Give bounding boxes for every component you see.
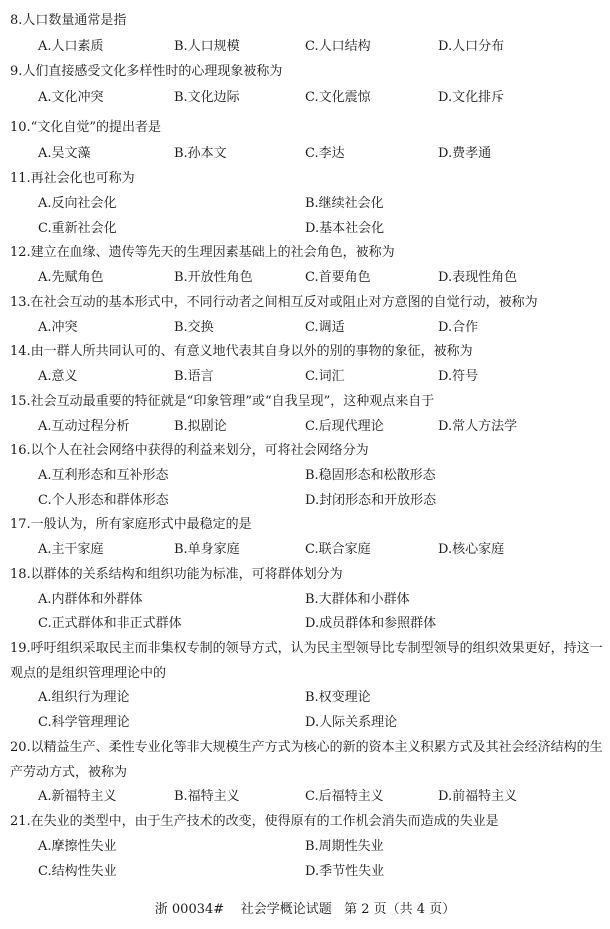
question-21: 21.在失业的类型中，由于生产技术的改变，使得原有的工作机会消失而造成的失业是 xyxy=(10,814,499,829)
question-20: 20.以精益生产、柔性专业化等非大规模生产方式为核心的新的资本主义积累方式及其社会经济结构的生产劳动方式，被称为 xyxy=(10,740,603,780)
option-b: B.周期性失业 xyxy=(305,839,384,854)
option-c: C.调适 xyxy=(305,320,345,335)
option-d: D.核心家庭 xyxy=(438,542,505,557)
question-10: 10.“文化自觉”的提出者是 xyxy=(10,120,161,135)
option-b: B.交换 xyxy=(174,320,214,335)
question-18: 18.以群体的关系结构和组织功能为标准，可将群体划分为 xyxy=(10,567,343,582)
option-a: A.文化冲突 xyxy=(38,90,104,105)
option-b: B.文化边际 xyxy=(174,90,240,105)
option-a: A.主干家庭 xyxy=(38,542,104,557)
option-d: D.表现性角色 xyxy=(438,270,518,285)
question-15: 15.社会互动最重要的特征就是“印象管理”或“自我呈现”，这种观点来自于 xyxy=(10,394,435,409)
option-b: B.继续社会化 xyxy=(305,196,384,211)
question-12: 12.建立在血缘、遗传等先天的生理因素基础上的社会角色，被称为 xyxy=(10,245,395,260)
question-9: 9.人们直接感受文化多样性时的心理现象被称为 xyxy=(10,64,283,79)
exam-title: 社会学概论试题 xyxy=(240,902,332,917)
exam-code: 浙 00034# xyxy=(154,902,225,917)
option-a: A.吴文藻 xyxy=(38,146,91,161)
option-d: D.季节性失业 xyxy=(305,864,385,879)
option-d: D.人口分布 xyxy=(438,39,505,54)
option-a: A.互利形态和互补形态 xyxy=(38,468,169,483)
option-c: C.个人形态和群体形态 xyxy=(38,493,169,508)
option-d: D.费孝通 xyxy=(438,146,492,161)
question-13: 13.在社会互动的基本形式中，不同行动者之间相互反对或阻止对方意图的自觉行动，被称为 xyxy=(10,295,538,310)
question-8: 8.人口数量通常是指 xyxy=(10,13,127,28)
page-footer xyxy=(0,902,610,918)
option-d: D.合作 xyxy=(438,320,479,335)
option-b: B.孙本文 xyxy=(174,146,227,161)
question-11: 11.再社会化也可称为 xyxy=(10,171,135,186)
option-c: C.后现代理论 xyxy=(305,419,384,434)
option-c: C.后福特主义 xyxy=(305,789,384,804)
option-c: C.李达 xyxy=(305,146,345,161)
option-d: D.人际关系理论 xyxy=(305,715,398,730)
option-b: B.开放性角色 xyxy=(174,270,253,285)
question-17: 17.一般认为，所有家庭形式中最稳定的是 xyxy=(10,517,252,532)
option-b: B.人口规模 xyxy=(174,39,240,54)
option-a: A.冲突 xyxy=(38,320,78,335)
option-a: A.意义 xyxy=(38,369,78,384)
option-a: A.组织行为理论 xyxy=(38,690,130,705)
option-c: C.词汇 xyxy=(305,369,345,384)
option-c: C.重新社会化 xyxy=(38,221,117,236)
page-number: 第 2 页（共 4 页） xyxy=(344,902,456,917)
question-19: 19.呼吁组织采取民主而非集权专制的领导方式，认为民主型领导比专制型领导的组织效果更好，持这一观点的是组织管理理论中的 xyxy=(10,641,603,681)
option-a: A.先赋角色 xyxy=(38,270,104,285)
option-c: C.联合家庭 xyxy=(305,542,371,557)
option-d: D.基本社会化 xyxy=(305,221,385,236)
option-d: D.前福特主义 xyxy=(438,789,518,804)
option-b: B.稳固形态和松散形态 xyxy=(305,468,436,483)
option-b: B.权变理论 xyxy=(305,690,371,705)
option-c: C.首要角色 xyxy=(305,270,371,285)
option-a: A.内群体和外群体 xyxy=(38,592,143,607)
option-c: C.结构性失业 xyxy=(38,864,117,879)
question-14: 14.由一群人所共同认可的、有意义地代表其自身以外的别的事物的象征，被称为 xyxy=(10,344,473,359)
option-c: C.科学管理理论 xyxy=(38,715,130,730)
option-b: B.语言 xyxy=(174,369,214,384)
question-16: 16.以个人在社会网络中获得的利益来划分，可将社会网络分为 xyxy=(10,443,369,458)
option-a: A.摩擦性失业 xyxy=(38,839,117,854)
option-d: D.常人方法学 xyxy=(438,419,518,434)
option-a: A.反向社会化 xyxy=(38,196,117,211)
option-b: B.大群体和小群体 xyxy=(305,592,410,607)
option-a: A.新福特主义 xyxy=(38,789,117,804)
option-c: C.文化震惊 xyxy=(305,90,371,105)
option-b: B.单身家庭 xyxy=(174,542,240,557)
option-d: D.成员群体和参照群体 xyxy=(305,616,437,631)
option-a: A.互动过程分析 xyxy=(38,419,130,434)
option-d: D.符号 xyxy=(438,369,479,384)
option-c: C.正式群体和非正式群体 xyxy=(38,616,182,631)
option-d: D.文化排斥 xyxy=(438,90,505,105)
option-a: A.人口素质 xyxy=(38,39,104,54)
option-b: B.拟剧论 xyxy=(174,419,227,434)
option-d: D.封闭形态和开放形态 xyxy=(305,493,437,508)
option-c: C.人口结构 xyxy=(305,39,371,54)
option-b: B.福特主义 xyxy=(174,789,240,804)
